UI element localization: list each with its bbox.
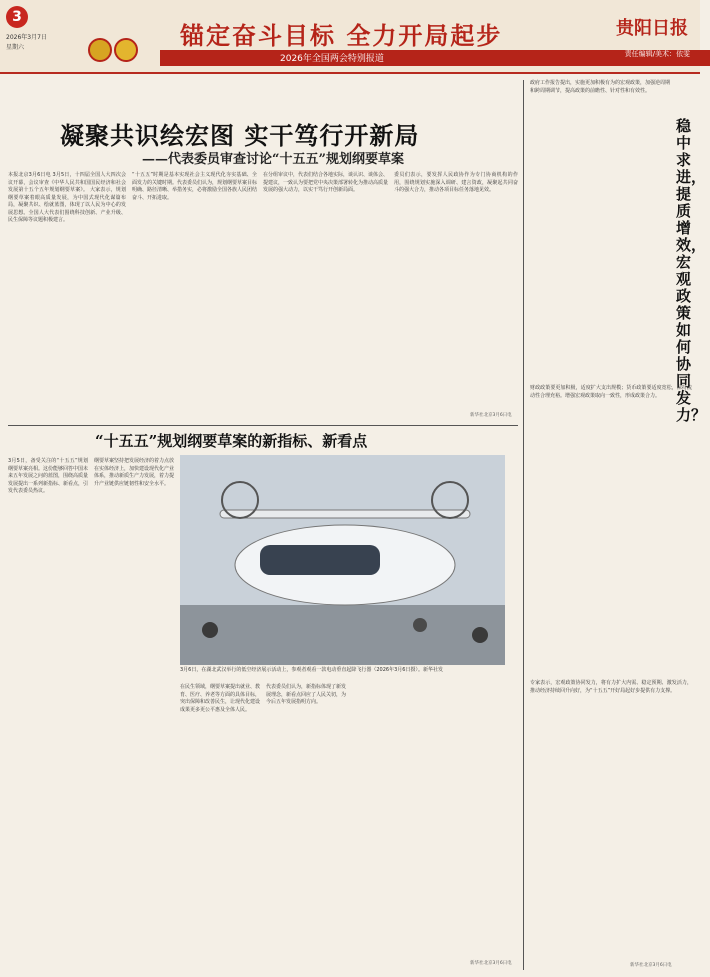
article3-col2: 财政政策要更加积极，适度扩大支出规模；货币政策要适度宽松，保持流动性合理充裕。增强宏观政策取向一致性，形成政策合力。: [530, 385, 692, 399]
article1-subhead: ——代表委员审查讨论“十五五”规划纲要草案: [142, 152, 404, 167]
horizontal-divider: [8, 425, 518, 426]
special-report-title: 2026年全国两会特别报道: [280, 54, 384, 64]
issue-weekday: 星期六: [6, 44, 25, 51]
article2-col3: 在民生领域，纲要草案提出就业、教育、医疗、养老等方面的具体目标，突出保障和改善民生，让现代化建设成果更多更公平惠及全体人民。: [180, 684, 261, 713]
article1-col4: 委员们表示，要发挥人民政协作为专门协商机构的作用，围绕规划实施深入调研、建言资政，凝聚起共同奋斗的强大合力，推动各项目标任务落地见效。: [394, 172, 518, 193]
article2-col2: 纲要草案坚持把发展经济的着力点放在实体经济上，加快建设现代化产业体系，推动新质生产力发展，着力提升产业链供应链韧性和安全水平。: [94, 458, 175, 487]
photo-caption: 3月6日，在湖北武汉举行的低空经济展示活动上，参观者观看一款电动垂直起降飞行器（2026年3月6日摄）。新华社发: [180, 667, 443, 673]
masthead-banner: [0, 0, 700, 74]
article1-col3: 在分组审议中，代表们结合各地实际，谈认识、谈体会、提建议，一致认为要把党中央决策部署转化为推动高质量发展的强大动力，以实干笃行开创新局面。: [263, 172, 389, 193]
banner-slogan: 锚定奋斗目标 全力开局起步: [180, 21, 503, 50]
article1-byline: 新华社北京3月6日电: [470, 413, 512, 418]
national-emblem-icon: [88, 38, 112, 62]
date-block: [6, 33, 47, 53]
aircraft-photo: [180, 455, 505, 665]
editor-credit: 责任编辑/美术：依雯: [624, 50, 690, 58]
article2-headline: “十五五”规划纲要草案的新指标、新看点: [95, 432, 368, 450]
article3-col3: 专家表示，宏观政策协同发力，将有力扩大内需、稳定预期、激发活力，推动经济持续回升向好，为“十五五”开好局起好步提供有力支撑。: [530, 680, 692, 694]
vertical-divider: [523, 80, 524, 970]
article3-col1: 政府工作报告提出，实施更加积极有为的宏观政策，加强逆周期和跨周期调节，提高政策的前瞻性、针对性和有效性。: [530, 80, 671, 94]
article1-lead: 本报北京3月6日电 3月5日，十四届全国人大四次会议开幕，会议审查《中华人民共和国国民经济和社会发展第十五个五年规划纲要草案》。: [8, 172, 126, 193]
article2-byline: 新华社北京3月6日电: [470, 961, 512, 966]
article1-col1: [8, 172, 126, 420]
article3-vertical-title: 稳中求进，提质增效，宏观政策如何协同发力？: [676, 117, 707, 424]
party-emblem-icon: [114, 38, 138, 62]
article2-col1: 3月5日，备受关注的“十五五”规划纲要草案亮相。这份能够回答中国未来五年发展之问的蓝图，围绕高质量发展提出一系列新指标、新看点，引发代表委员热议。: [8, 458, 89, 494]
article1-col1-body: 大家表示，规划纲要草案着眼高质量发展，为中国式现代化谋篇布局，凝聚共识、绘就蓝图，体现了以人民为中心的发展思想。全国人大代表们围绕科技创新、产业升级、民生保障等议题积极建言。: [8, 187, 126, 223]
article1-col2: “十五五”时期是基本实现社会主义现代化夯实基础、全面发力的关键时期。代表委员们认为，规划纲要草案目标明确、路径清晰、举措务实，必将激励全国各族人民团结奋斗、开拓进取。: [132, 172, 258, 201]
issue-date: 2026年3月7日: [6, 34, 47, 41]
evtol-aircraft-image: [180, 455, 505, 665]
article2-col4: 代表委员们认为，新指标体现了新发展理念，新看点回应了人民关切，为今后五年发展指明方向。: [266, 684, 347, 705]
article1-headline: 凝聚共识绘宏图 实干笃行开新局: [60, 121, 420, 150]
page-number: 3: [6, 6, 28, 28]
article2-col6: [438, 684, 518, 969]
article3-byline: 新华社北京3月6日电: [630, 963, 672, 968]
article2-col5: [352, 684, 432, 969]
newspaper-logo: 贵阳日报: [616, 18, 688, 39]
